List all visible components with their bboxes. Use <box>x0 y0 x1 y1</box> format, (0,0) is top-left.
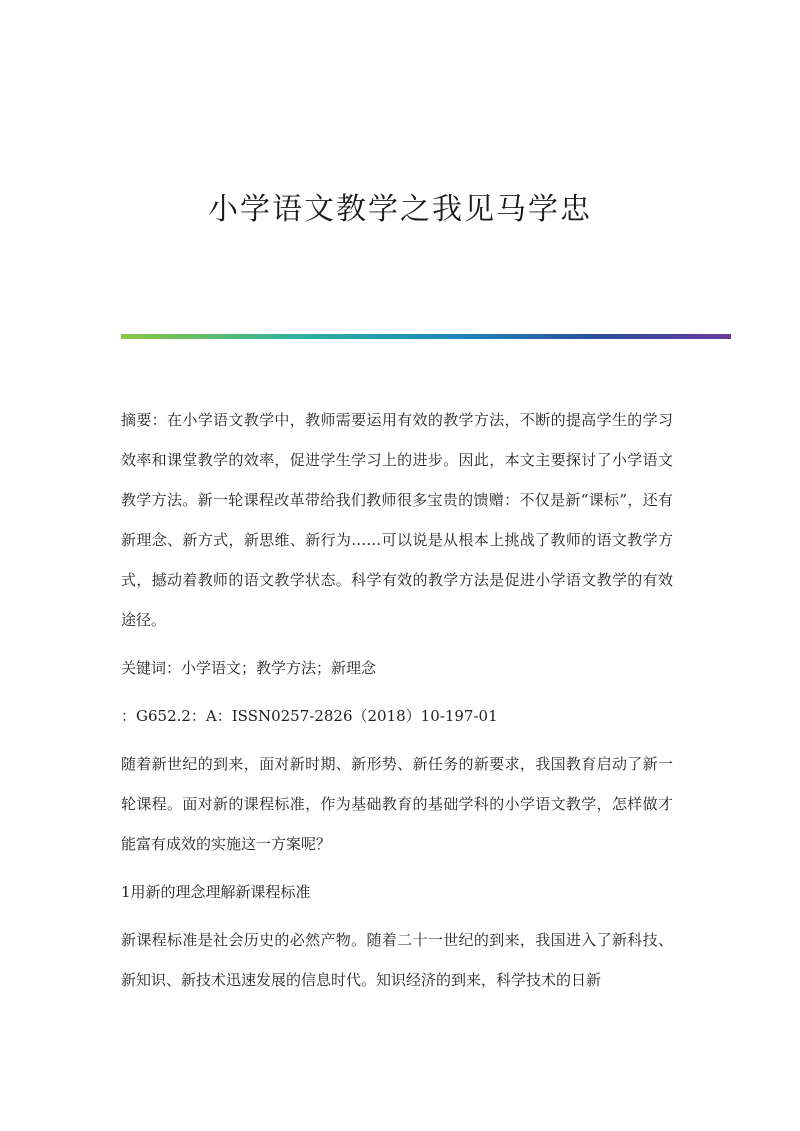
title-divider <box>121 334 731 339</box>
intro-paragraph: 随着新世纪的到来，面对新时期、新形势、新任务的新要求，我国教育启动了新一轮课程。面对新的课程标准，作为基础教育的基础学科的小学语文教学，怎样做才能富有成效的实施这一方案呢？ <box>121 755 673 853</box>
document-body <box>121 400 673 1000</box>
classification-line: ：G652.2：A：ISSN0257-2826（2018）10-197-01 <box>121 707 498 725</box>
section-paragraph: 新课程标准是社会历史的必然产物。随着二十一世纪的到来，我国进入了新科技、新知识、新技术迅速发展的信息时代。知识经济的到来，科学技术的日新 <box>121 931 673 989</box>
document-title: 小学语文教学之我见马学忠 <box>208 192 592 227</box>
section-heading: 1用新的理念理解新课程标准 <box>121 883 311 901</box>
keywords-line: 关键词：小学语文；教学方法；新理念 <box>121 659 377 677</box>
abstract-paragraph: 摘要：在小学语文教学中，教师需要运用有效的教学方法，不断的提高学生的学习效率和课堂教学的效率，促进学生学习上的进步。因此，本文主要探讨了小学语文教学方法。新一轮课程改革带给我们教师很多宝贵的馈赠：不仅是新“课标”，还有新理念、新方式，新思维、新行为……可以说是从根本上挑战了教师的语文教学方式，撼动着教师的语文教学状态。科学有效的教学方法是促进小学语文教学的有效途径。 <box>121 411 673 629</box>
